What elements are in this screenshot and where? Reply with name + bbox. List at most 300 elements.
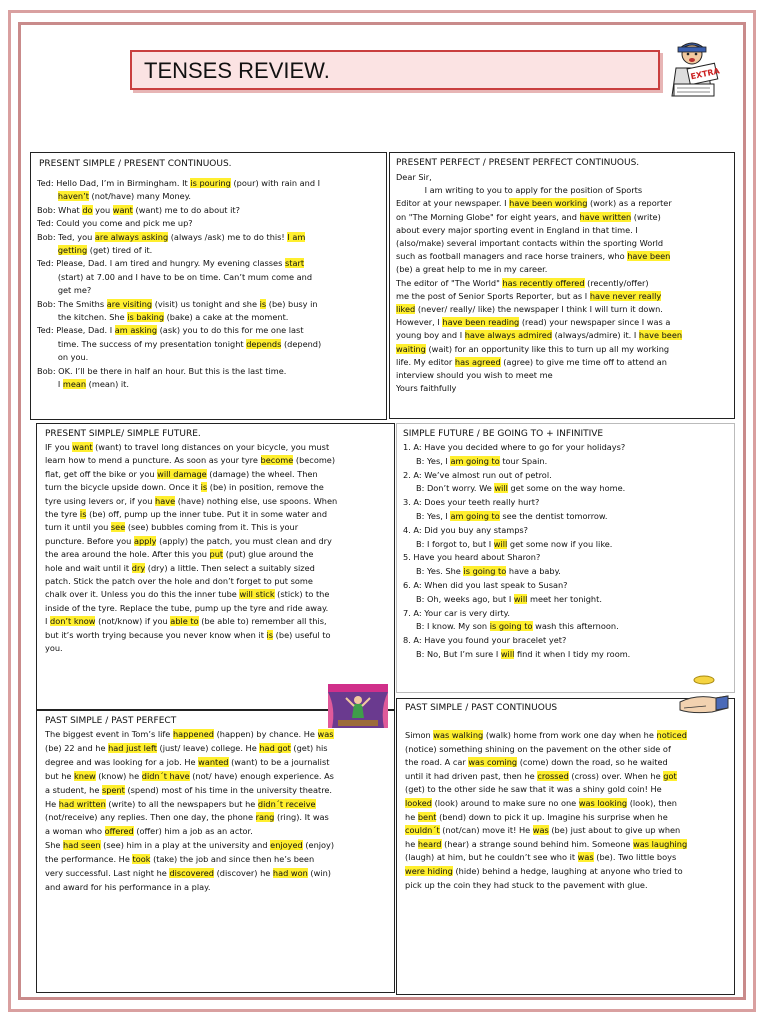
answer-highlight: took [132,854,151,865]
section-heading: PRESENT PERFECT / PRESENT PERFECT CONTINUOUS. [396,158,640,168]
section-present-perfect [389,152,735,419]
text-segment: (always /ask) me to do this! [168,231,288,242]
text-segment: Bob: OK. I’ll be there in half an hour. But this is the last time. [37,365,287,376]
text-segment: (read) your newspaper since I was a [519,317,671,328]
answer-highlight: able to [170,616,199,627]
text-line [403,551,630,565]
text-segment: 7. A: Your car is very dirty. [403,607,510,618]
text-line [45,481,337,494]
answer-highlight: waiting [396,343,426,354]
page-title: TENSES REVIEW. [144,58,330,83]
text-line [45,508,337,521]
text-line [403,565,630,579]
answer-highlight: happened [172,729,214,739]
text-segment: (discover) he [214,868,273,879]
section-simple-future-going-to [396,423,735,693]
text-line [403,455,630,469]
text-segment: (dry) a little. Then select a suitably sized [145,562,315,573]
text-line [37,177,321,190]
text-segment: Ted: Hello Dad, I’m in Birmingham. It [37,178,191,188]
answer-highlight: had written [58,798,106,809]
text-line [396,184,682,197]
text-segment: tour Spain. [499,455,548,466]
text-segment: (work) as a reporter [587,198,672,209]
text-segment: B: Yes. She [403,566,464,577]
answer-highlight: is [79,509,87,520]
answer-highlight: is [200,482,208,493]
text-line [45,839,334,853]
text-line [45,881,334,895]
answer-highlight: have been [638,330,683,341]
newsboy-extra-icon [662,40,724,100]
answer-highlight: had just left [108,742,157,753]
answer-highlight: have never really [589,290,662,301]
answer-highlight: will [513,593,528,604]
text-segment: on you. [37,352,89,363]
text-segment: turn the bicycle upside down. Once it [45,482,201,493]
text-line [45,615,337,628]
text-segment: (be) a great help to me in my career. [396,264,548,275]
text-segment: (look), then [627,797,677,808]
text-segment: have a baby. [506,566,561,577]
text-segment: the road. A car [405,757,469,768]
answer-highlight: apply [133,535,157,546]
answer-highlight: haven’t [57,191,89,202]
svg-text:EXTRA: EXTRA [689,66,721,82]
text-line [37,351,321,364]
text-line [45,535,337,548]
text-segment: the kitchen. She [37,312,128,323]
text-line [405,824,687,838]
text-line [45,642,337,655]
text-segment: me the post of Senior Sports Reporter, but as I [396,290,590,301]
text-line [396,356,682,369]
text-line [403,579,630,593]
text-line [37,338,321,351]
text-segment: a student, he [45,784,102,795]
text-segment: degree and was looking for a job. He [45,756,199,767]
text-line [396,197,682,210]
text-segment: (recently/offer) [584,277,649,288]
answer-highlight: have always admired [464,330,553,341]
text-line [45,468,337,481]
answer-highlight: was looking [578,797,628,808]
text-line [403,524,630,538]
text-segment: (offer) him a job as an actor. [133,826,253,837]
text-segment: (see) him in a play at the university and [100,840,271,851]
text-segment: young boy and I [396,330,465,341]
text-line [45,728,334,742]
text-line [45,867,334,881]
answer-highlight: will [493,538,508,549]
text-segment: meet her tonight. [527,593,602,604]
answer-highlight: discovered [169,868,214,879]
text-segment: (write) [631,211,661,222]
section-body [37,177,321,392]
text-segment: about every major sporting event in England in that time. I [396,224,638,235]
text-segment: (be). Two little boys [593,852,677,863]
text-segment: very successful. Last night he [45,868,170,879]
text-line [405,783,687,797]
text-line [396,224,682,237]
text-segment: (win) [307,868,331,879]
text-line [403,538,630,552]
text-segment: he [405,838,418,849]
text-segment: (want) to travel long distances on your bicycle, you must [92,442,330,452]
answer-highlight: has agreed [454,356,501,367]
text-segment: 5. Have you heard about Sharon? [403,552,541,563]
section-body [403,441,630,662]
text-line [403,593,630,607]
text-segment: and award for his performance in a play. [45,881,211,892]
text-segment: but it’s worth trying because you never know when it [45,629,267,640]
section-body [405,729,687,892]
text-segment: I am writing to you to apply for the position of Sports [396,185,643,196]
text-segment: Bob: What [37,204,83,215]
text-segment: Yours faithfully [396,383,457,394]
answer-highlight: had seen [63,840,101,851]
text-segment: The biggest event in Tom’s life [45,729,173,739]
text-line [405,838,687,852]
answer-highlight: liked [396,304,416,315]
text-segment [37,245,58,255]
text-segment: (mean) it. [86,379,129,390]
answer-highlight: heard [417,838,442,849]
text-segment: a woman who [45,826,105,837]
text-segment: (see) bubbles coming from it. This is your [125,522,299,533]
answer-highlight: have written [579,211,632,222]
answer-highlight: had got [259,742,291,753]
text-segment: (just/ leave) college. He [156,742,260,753]
answer-highlight: were hiding [405,865,453,876]
text-line [403,482,630,496]
answer-highlight: getting [57,245,88,256]
text-segment: (ask) you to do this for me one last [157,325,304,336]
text-segment: Bob: Ted, you [37,231,95,242]
section-heading: SIMPLE FUTURE / BE GOING TO + INFINITIVE [403,429,604,439]
text-segment: (get) his [290,742,328,753]
text-line [45,756,334,770]
text-segment [37,191,58,201]
answer-highlight: start [284,258,305,269]
text-segment: I [37,379,63,390]
answer-highlight: have [155,495,176,506]
text-segment: (come) down the road, so he waited [517,757,668,768]
answer-highlight: spent [101,784,125,795]
text-segment: turn it until you [45,522,111,533]
text-line [396,329,682,342]
answer-highlight: is baking [127,312,165,323]
text-segment: (be) useful to [273,629,331,640]
text-segment: life. My editor [396,356,455,367]
text-line [405,729,687,743]
text-line [45,454,337,467]
text-line [37,190,321,203]
text-segment: (hear) a strange sound behind him. Someone [441,838,634,849]
text-line [45,495,337,508]
text-line [396,290,682,303]
text-segment: (not/can) move it! He [439,825,533,836]
text-segment: (ring). It was [274,812,329,823]
theatre-stage-icon [328,684,388,728]
text-segment: (pour) with rain and I [230,178,321,188]
text-segment: get some now if you like. [507,538,613,549]
answer-highlight: was walking [433,730,484,740]
section-heading: PAST SIMPLE / PAST PERFECT [45,716,177,726]
text-segment: learn how to mend a puncture. As soon as your tyre [45,455,261,466]
text-line [403,469,630,483]
text-line [45,798,334,812]
text-segment: Bob: The Smiths [37,298,107,309]
text-segment: (become) [293,455,336,466]
text-line [403,607,630,621]
text-line [396,250,682,263]
text-segment: B: I forgot to, but I [403,538,494,549]
text-segment: Ted: Could you come and pick me up? [37,218,193,229]
text-segment: (visit) us tonight and she [152,298,260,309]
text-segment: interview should you wish to meet me [396,370,553,381]
text-segment: patch. Stick the patch over the hole and don’t forget to put some [45,576,313,587]
text-segment: (stick) to the [274,589,330,600]
text-segment: (damage) the wheel. Then [206,468,318,479]
text-line [396,369,682,382]
text-line [37,244,321,257]
text-segment: you [92,204,113,215]
answer-highlight: want [112,204,133,215]
answer-highlight: is pouring [190,178,231,188]
text-line [396,263,682,276]
section-past-simple-perfect [36,710,395,993]
text-line [45,588,337,601]
text-line [405,879,687,893]
text-segment: wash this afternoon. [532,621,619,632]
answer-highlight: was laughing [633,838,688,849]
text-segment: inside of the tyre. Replace the tube, pump up the tyre and ride away. [45,602,329,613]
answer-highlight: mean [62,379,87,390]
answer-highlight: will stick [239,589,275,600]
text-line [45,853,334,867]
text-segment: (be) 22 and he [45,742,109,753]
text-segment: (hide) behind a hedge, laughing at anyone who tried to [452,865,683,876]
answer-highlight: dry [131,562,146,573]
text-line [45,629,337,642]
answer-highlight: are visiting [106,298,153,309]
text-line [403,441,630,455]
text-segment: pick up the coin they had stuck to the pavement with glue. [405,879,648,890]
text-segment: see the dentist tomorrow. [499,510,608,521]
answer-highlight: is going to [489,621,533,632]
text-segment: 1. A: Have you decided where to go for your holidays? [403,442,626,452]
text-line [45,770,334,784]
answer-highlight: bent [417,811,437,822]
text-line [37,324,321,337]
text-line [45,602,337,615]
text-segment: (take) the job and since then he’s been [150,854,315,865]
text-segment: but he [45,770,75,781]
text-segment: until it had driven past, then he [405,770,538,781]
text-line [37,311,321,324]
text-line [396,382,682,395]
text-line [45,562,337,575]
text-segment: (never/ really/ like) the newspaper I think I will turn it down. [415,304,663,315]
text-segment: (get) tired of it. [87,245,153,256]
text-line [37,204,321,217]
answer-highlight: had won [272,868,308,879]
text-segment: (have) nothing else, use spoons. When [175,495,338,506]
section-heading: PRESENT SIMPLE/ SIMPLE FUTURE. [45,429,201,439]
answer-highlight: depends [246,338,282,349]
text-line [45,784,334,798]
text-line [45,575,337,588]
answer-highlight: couldn´t [405,825,440,836]
answer-highlight: noticed [656,730,687,740]
text-segment: the tyre [45,509,80,520]
text-segment: B: I know. My son [403,621,490,632]
section-present-simple-future [36,423,395,710]
answer-highlight: want [72,442,93,452]
text-segment: Ted: Please, Dad. I am tired and hungry. My evening classes [37,258,285,269]
text-segment: chalk over it. Unless you do this the inner tube [45,589,240,600]
text-segment: She [45,840,64,851]
answer-highlight: will damage [157,468,207,479]
answer-highlight: are always asking [94,231,169,242]
text-segment: (bend) down to pick it up. Imagine his surprise when he [436,811,668,822]
answer-highlight: become [260,455,294,466]
text-line [396,171,682,184]
answer-highlight: I am [287,231,306,242]
text-segment: on "The Morning Globe" for eight years, and [396,211,580,222]
text-segment: Simon [405,730,434,740]
text-line [37,217,321,230]
section-heading: PRESENT SIMPLE / PRESENT CONTINUOUS. [39,159,232,169]
text-segment: (start) at 7.00 and I have to be on time. Can’t mum come and [37,271,313,282]
answer-highlight: am going to [450,455,500,466]
text-line [403,620,630,634]
answer-highlight: will [494,483,508,494]
text-segment: puncture. Before you [45,535,134,546]
text-segment: 3. A: Does your teeth really hurt? [403,497,540,508]
text-line [403,496,630,510]
text-line [396,277,682,290]
answer-highlight: was coming [468,757,518,768]
answer-highlight: has recently offered [502,277,585,288]
text-segment: (cross) over. When he [568,770,664,781]
text-line [396,303,682,316]
text-segment: IF you [45,442,73,452]
text-segment: (not/know) if you [95,616,171,627]
text-line [396,316,682,329]
text-line [405,851,687,865]
answer-highlight: put [209,549,224,560]
answer-highlight: see [110,522,126,533]
answer-highlight: was [577,852,594,863]
text-segment: (laugh) at him, but he couldn’t see who it [405,852,578,863]
text-segment: (get) to the other side he saw that it was a shiny gold coin! He [405,784,662,795]
text-line [396,211,682,224]
text-segment: (be) off, pump up the inner tube. Put it in some water and [86,509,328,520]
answer-highlight: have been working [509,198,588,209]
text-segment: (enjoy) [302,840,335,851]
text-line [405,770,687,784]
text-segment: flat, get off the bike or you [45,468,158,479]
text-segment: time. The success of my presentation tonight [37,338,247,349]
answer-highlight: is [259,298,267,309]
text-segment: 4. A: Did you buy any stamps? [403,524,529,535]
answer-highlight: am going to [450,510,500,521]
section-present-simple-continuous [30,152,387,420]
answer-highlight: crossed [537,770,569,781]
text-line [403,510,630,524]
text-line [405,756,687,770]
text-segment: B: Yes, I [403,510,451,521]
text-segment: get me? [37,285,92,296]
text-segment: (depend) [281,338,322,349]
answer-highlight: am asking [114,325,158,336]
answer-highlight: didn´t receive [257,798,316,809]
text-line [396,237,682,250]
text-line [405,865,687,879]
text-line [37,378,321,391]
text-line [403,648,630,662]
text-segment: (always/admire) it. I [552,330,639,341]
answer-highlight: looked [405,797,432,808]
answer-highlight: is [266,629,274,640]
text-segment: (notice) something shining on the pavement on the other side of [405,743,671,754]
answer-highlight: was [317,729,334,739]
text-segment: (be) in position, remove the [207,482,324,493]
text-segment: get some on the way home. [507,483,626,494]
answer-highlight: do [82,204,93,215]
text-segment: Editor at your newspaper. I [396,198,510,209]
answer-highlight: didn´t have [141,770,190,781]
section-past-simple-continuous [396,698,735,995]
answer-highlight: offered [104,826,134,837]
text-line [45,825,334,839]
text-segment: hole and wait until it [45,562,132,573]
text-line [37,284,321,297]
text-line [405,743,687,757]
text-segment: (want) me to do about it? [132,204,240,215]
section-body [45,441,337,656]
text-segment: (also/make) several important contacts within the sporting World [396,238,664,249]
text-segment: (bake) a cake at the moment. [164,312,289,323]
text-segment: (spend) most of his time in the university theatre. [124,784,333,795]
text-line [405,797,687,811]
text-segment: (not/receive) any replies. Then one day, the phone [45,812,256,823]
text-segment: the area around the hole. After this you [45,549,210,560]
answer-highlight: rang [255,812,275,823]
text-line [45,441,337,454]
answer-highlight: is going to [463,566,507,577]
text-segment: B: Oh, weeks ago, but I [403,593,514,604]
answer-highlight: will [500,648,515,659]
text-segment: (look) around to make sure no one [431,797,579,808]
text-segment: B: No, But I’m sure I [403,648,501,659]
text-segment: (agree) to give me time off to attend an [500,356,667,367]
section-heading: PAST SIMPLE / PAST CONTINUOUS [405,703,558,713]
text-segment: B: Yes, I [403,455,451,466]
text-segment: (happen) by chance. He [214,729,318,739]
text-line [37,298,321,311]
answer-highlight: have been [627,251,671,262]
text-segment: I [45,616,51,627]
text-segment: such as football managers and race horse trainers, who [396,251,628,262]
answer-highlight: have been reading [442,317,520,328]
text-line [403,634,630,648]
text-segment: (write) to all the newspapers but he [105,798,258,809]
text-line [405,811,687,825]
answer-highlight: was [532,825,549,836]
